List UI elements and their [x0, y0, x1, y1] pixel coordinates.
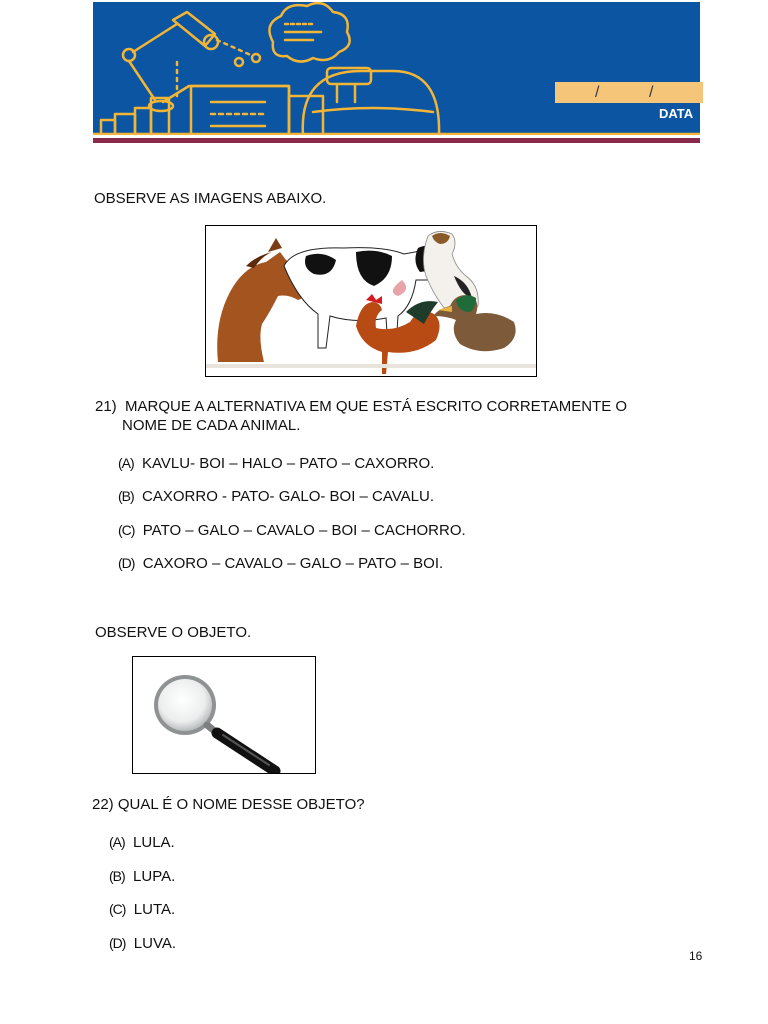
header-accent-bar [93, 138, 700, 143]
q22-option-d[interactable] [109, 934, 176, 953]
instruction-observe-images: OBSERVE AS IMAGENS ABAIXO. [94, 190, 327, 207]
question-22-text: 22) QUAL É O NOME DESSE OBJETO? [92, 796, 365, 813]
q22-option-c[interactable] [109, 900, 175, 919]
magnifying-glass-image [132, 656, 316, 774]
date-separator: / [649, 84, 654, 101]
question-21-text: MARQUE A ALTERNATIVA EM QUE ESTÁ ESCRITO CORRETAMENTE O [125, 398, 628, 415]
q21-option-d[interactable] [118, 554, 443, 573]
option-text: LUVA. [133, 935, 177, 952]
page-number: 16 [689, 949, 703, 963]
magnifying-glass-icon [133, 657, 315, 773]
option-text: LUPA. [133, 868, 176, 885]
instruction-observe-object: OBSERVE O OBJETO. [95, 624, 252, 641]
date-field[interactable] [555, 82, 703, 103]
option-text: KAVLU- BOI – HALO – PATO – CAXORRO. [142, 455, 435, 472]
farm-animals-image [205, 225, 537, 377]
option-letter: (A) [118, 455, 134, 471]
option-text: CAXORO – CAVALO – GALO – PATO – BOI. [142, 555, 444, 572]
option-text: LUTA. [133, 901, 176, 918]
option-letter: (D) [109, 935, 126, 951]
study-illustration-icon [93, 2, 700, 135]
option-text: CAXORRO - PATO- GALO- BOI – CAVALU. [142, 488, 435, 505]
q21-option-c[interactable] [118, 521, 466, 540]
question-21-number: 21) [95, 398, 117, 415]
option-letter: (C) [109, 901, 126, 917]
date-separator: / [595, 84, 600, 101]
option-letter: (C) [118, 522, 135, 538]
q21-option-a[interactable] [118, 454, 434, 473]
farm-animals-icon [206, 226, 536, 376]
q21-option-b[interactable] [118, 487, 434, 506]
question-21-line1 [95, 397, 627, 416]
header-banner [93, 2, 700, 135]
option-letter: (D) [118, 555, 135, 571]
option-letter: (A) [109, 834, 125, 850]
question-21-line2: NOME DE CADA ANIMAL. [122, 417, 301, 434]
option-letter: (B) [118, 488, 134, 504]
date-label: DATA [659, 106, 694, 121]
option-letter: (B) [109, 868, 125, 884]
option-text: LULA. [133, 834, 175, 851]
q22-option-a[interactable] [109, 833, 175, 852]
option-text: PATO – GALO – CAVALO – BOI – CACHORRO. [142, 522, 466, 539]
q22-option-b[interactable] [109, 867, 175, 886]
